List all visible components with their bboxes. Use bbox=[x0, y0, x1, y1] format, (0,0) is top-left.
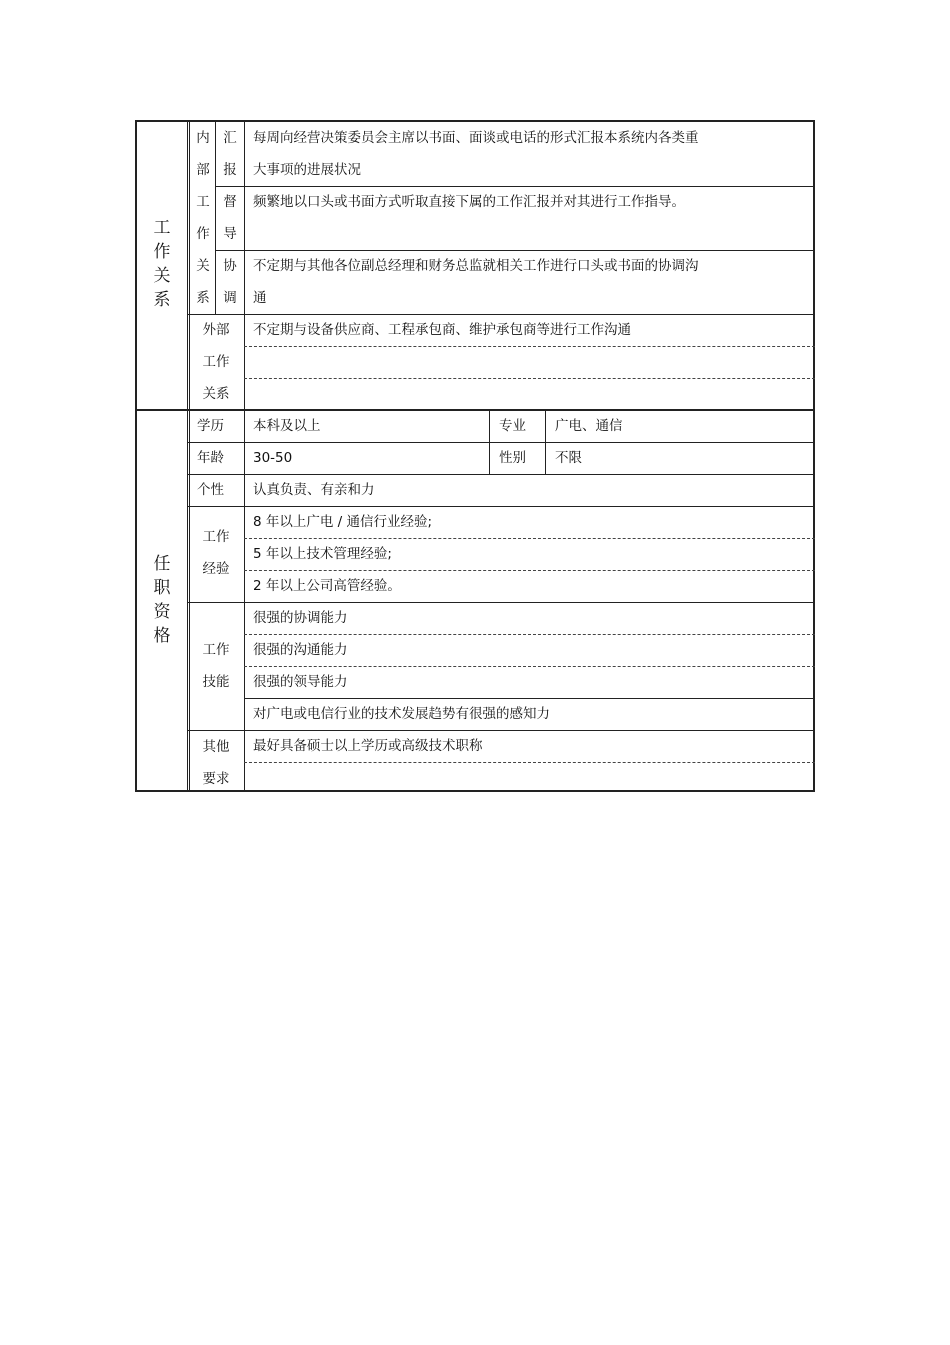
qualifications-title-text-char: 资 bbox=[153, 602, 171, 622]
row-divider bbox=[244, 346, 815, 347]
skills-item: 很强的协调能力 bbox=[253, 610, 348, 626]
supervise-label-char: 督 bbox=[223, 194, 237, 210]
qualifications-title-text-char: 职 bbox=[153, 578, 171, 598]
skills-item: 很强的领导能力 bbox=[253, 674, 348, 690]
supervise-label-char: 导 bbox=[223, 226, 237, 242]
report-label-char: 报 bbox=[223, 162, 237, 178]
qualifications-title-text-char: 格 bbox=[153, 626, 171, 646]
relations-title-text bbox=[150, 216, 174, 312]
experience-item: 5 年以上技术管理经验; bbox=[253, 546, 392, 562]
age-value: 30-50 bbox=[253, 450, 293, 466]
report-text-line: 每周向经营决策委员会主席以书面、面谈或电话的形式汇报本系统内各类重 bbox=[253, 130, 699, 146]
skills-label-line: 技能 bbox=[202, 674, 230, 690]
internal-label-char: 系 bbox=[196, 290, 210, 306]
gender-value: 不限 bbox=[555, 450, 582, 466]
report-text-line: 大事项的进展状况 bbox=[253, 162, 361, 178]
report-label-char: 汇 bbox=[223, 130, 237, 146]
major-value: 广电、通信 bbox=[555, 418, 623, 434]
supervise-text: 频繁地以口头或书面方式听取直接下属的工作汇报并对其进行工作指导。 bbox=[253, 194, 685, 210]
other-value: 最好具备硕士以上学历或高级技术职称 bbox=[253, 738, 483, 754]
internal-label-char: 部 bbox=[196, 162, 210, 178]
relations-title-text-char: 工 bbox=[153, 218, 171, 238]
coordinate-label-char: 调 bbox=[223, 290, 237, 306]
internal-sublabel-divider bbox=[215, 122, 216, 314]
internal-label-char: 工 bbox=[196, 194, 210, 210]
external-label-line: 工作 bbox=[202, 354, 230, 370]
other-label-line: 其他 bbox=[202, 739, 230, 755]
job-description-table bbox=[135, 120, 815, 792]
row-divider bbox=[244, 378, 815, 379]
internal-label-char: 作 bbox=[196, 226, 210, 242]
education-value: 本科及以上 bbox=[253, 418, 321, 434]
experience-label-line: 经验 bbox=[202, 561, 230, 577]
personality-label: 个性 bbox=[197, 482, 224, 498]
qualifications-section-title bbox=[150, 552, 174, 648]
experience-label-line: 工作 bbox=[202, 529, 230, 545]
relations-title-text-char: 关 bbox=[153, 266, 171, 286]
skills-item: 很强的沟通能力 bbox=[253, 642, 348, 658]
major-label: 专业 bbox=[499, 418, 526, 434]
qualifications-title-text bbox=[150, 552, 174, 648]
skills-item: 对广电或电信行业的技术发展趋势有很强的感知力 bbox=[253, 706, 550, 722]
external-text: 不定期与设备供应商、工程承包商、维护承包商等进行工作沟通 bbox=[253, 322, 631, 338]
coordinate-text-line: 不定期与其他各位副总经理和财务总监就相关工作进行口头或书面的协调沟 bbox=[253, 258, 699, 274]
row-divider bbox=[244, 762, 815, 763]
relations-title-text-char: 作 bbox=[153, 242, 171, 262]
age-label: 年龄 bbox=[197, 450, 224, 466]
relations-section-title bbox=[150, 216, 174, 312]
experience-item: 8 年以上广电 / 通信行业经验; bbox=[253, 514, 433, 530]
label-column-divider bbox=[244, 122, 245, 790]
skills-label-line: 工作 bbox=[202, 642, 230, 658]
gender-label: 性别 bbox=[499, 450, 526, 466]
personality-value: 认真负责、有亲和力 bbox=[253, 482, 375, 498]
education-label: 学历 bbox=[197, 418, 224, 434]
coordinate-text-line: 通 bbox=[253, 290, 267, 306]
internal-label-char: 内 bbox=[196, 130, 210, 146]
qualifications-title-text-char: 任 bbox=[153, 554, 171, 574]
internal-label-char: 关 bbox=[196, 258, 210, 274]
coordinate-label-char: 协 bbox=[223, 258, 237, 274]
other-label-line: 要求 bbox=[202, 771, 230, 787]
relations-title-text-char: 系 bbox=[153, 290, 171, 310]
external-label-line: 外部 bbox=[202, 322, 230, 338]
experience-item: 2 年以上公司高管经验。 bbox=[253, 578, 401, 594]
external-label-line: 关系 bbox=[202, 386, 230, 402]
